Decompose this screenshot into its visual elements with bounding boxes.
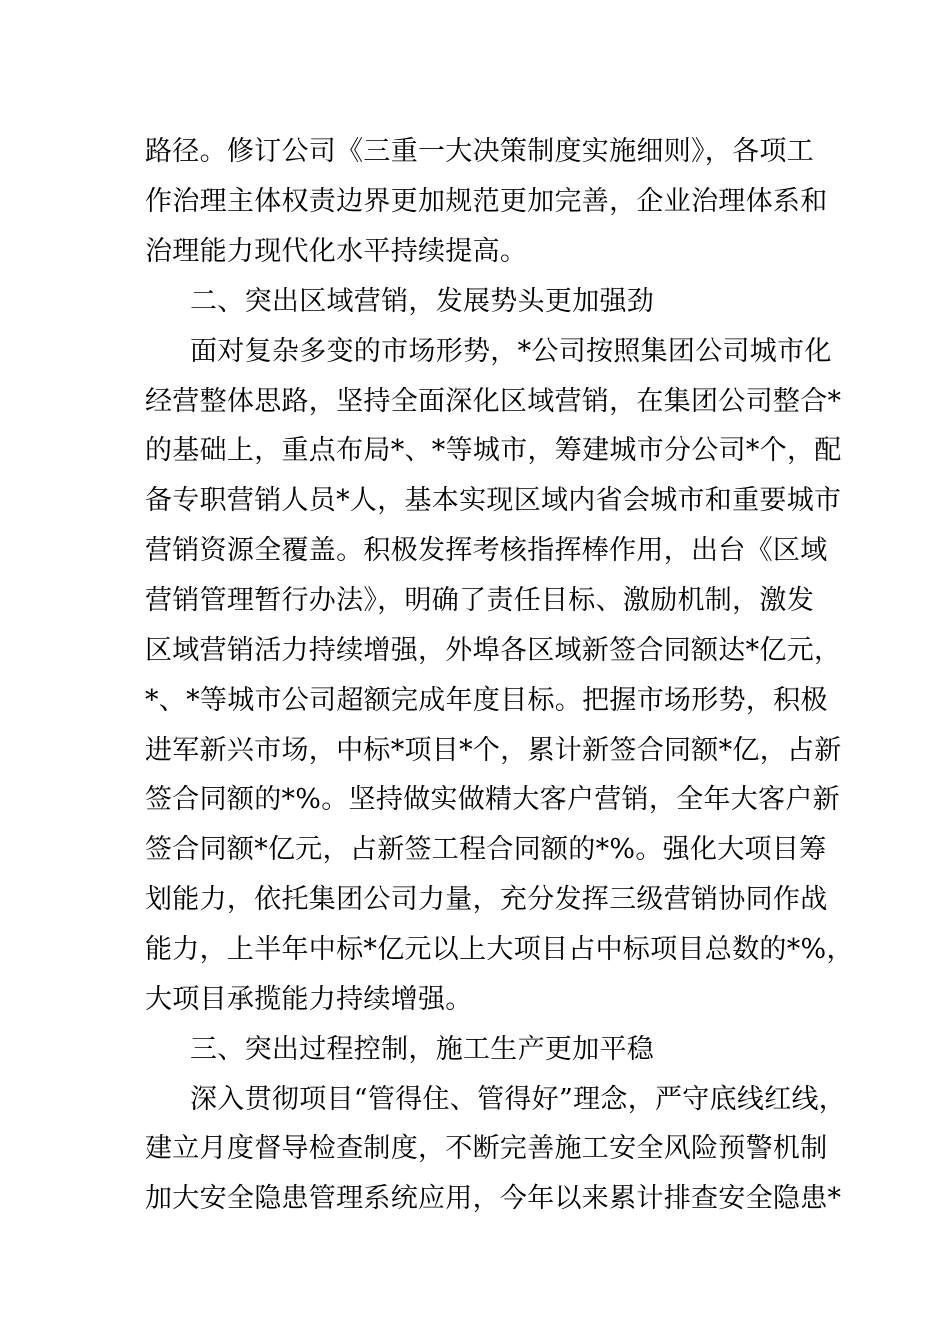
- paragraph-line-6: 经营整体思路，坚持全面深化区域营销，在集团公司整合*: [145, 386, 842, 417]
- paragraph-line-20: 深入贯彻项目“管得住、管得好”理念，严守底线红线，: [190, 1084, 847, 1115]
- paragraph-line-18: 大项目承揽能力持续增强。: [145, 984, 473, 1015]
- paragraph-line-12: *、*等城市公司超额完成年度目标。把握市场形势，积极: [145, 685, 828, 716]
- paragraph-line-21: 建立月度督导检查制度，不断完善施工安全风险预警机制: [145, 1133, 828, 1164]
- paragraph-line-7: 的基础上，重点布局*、*等城市，筹建城市分公司*个，配: [145, 435, 842, 466]
- paragraph-line-5: 面对复杂多变的市场形势，*公司按照集团公司城市化: [190, 336, 832, 367]
- section-heading-2: 二、突出区域营销，发展势头更加强劲: [190, 286, 655, 317]
- paragraph-line-1: 路径。修订公司《三重一大决策制度实施细则》，各项工: [145, 136, 814, 167]
- paragraph-line-8: 备专职营销人员*人，基本实现区域内省会城市和重要城市: [145, 485, 842, 516]
- paragraph-line-15: 签合同额*亿元，占新签工程合同额的*%。强化大项目筹: [145, 834, 827, 865]
- paragraph-line-3: 治理能力现代化水平持续提高。: [145, 236, 528, 267]
- paragraph-line-10: 营销管理暂行办法》，明确了责任目标、激励机制，激发: [145, 585, 814, 616]
- paragraph-line-16: 划能力，依托集团公司力量，充分发挥三级营销协同作战: [145, 884, 828, 915]
- paragraph-line-11: 区域营销活力持续增强，外埠各区域新签合同额达*亿元，: [145, 635, 842, 666]
- paragraph-line-2: 作治理主体权责边界更加规范更加完善，企业治理体系和: [145, 186, 828, 217]
- paragraph-line-17: 能力，上半年中标*亿元以上大项目占中标项目总数的*%，: [145, 934, 854, 965]
- paragraph-line-13: 进军新兴市场，中标*项目*个，累计新签合同额*亿，占新: [145, 735, 842, 766]
- paragraph-line-22: 加大安全隐患管理系统应用，今年以来累计排查安全隐患*: [145, 1183, 842, 1214]
- paragraph-line-9: 营销资源全覆盖。积极发挥考核指挥棒作用，出台《区域: [145, 535, 828, 566]
- paragraph-line-14: 签合同额的*%。坚持做实做精大客户营销，全年大客户新: [145, 784, 840, 815]
- section-heading-3: 三、突出过程控制，施工生产更加平稳: [190, 1034, 655, 1065]
